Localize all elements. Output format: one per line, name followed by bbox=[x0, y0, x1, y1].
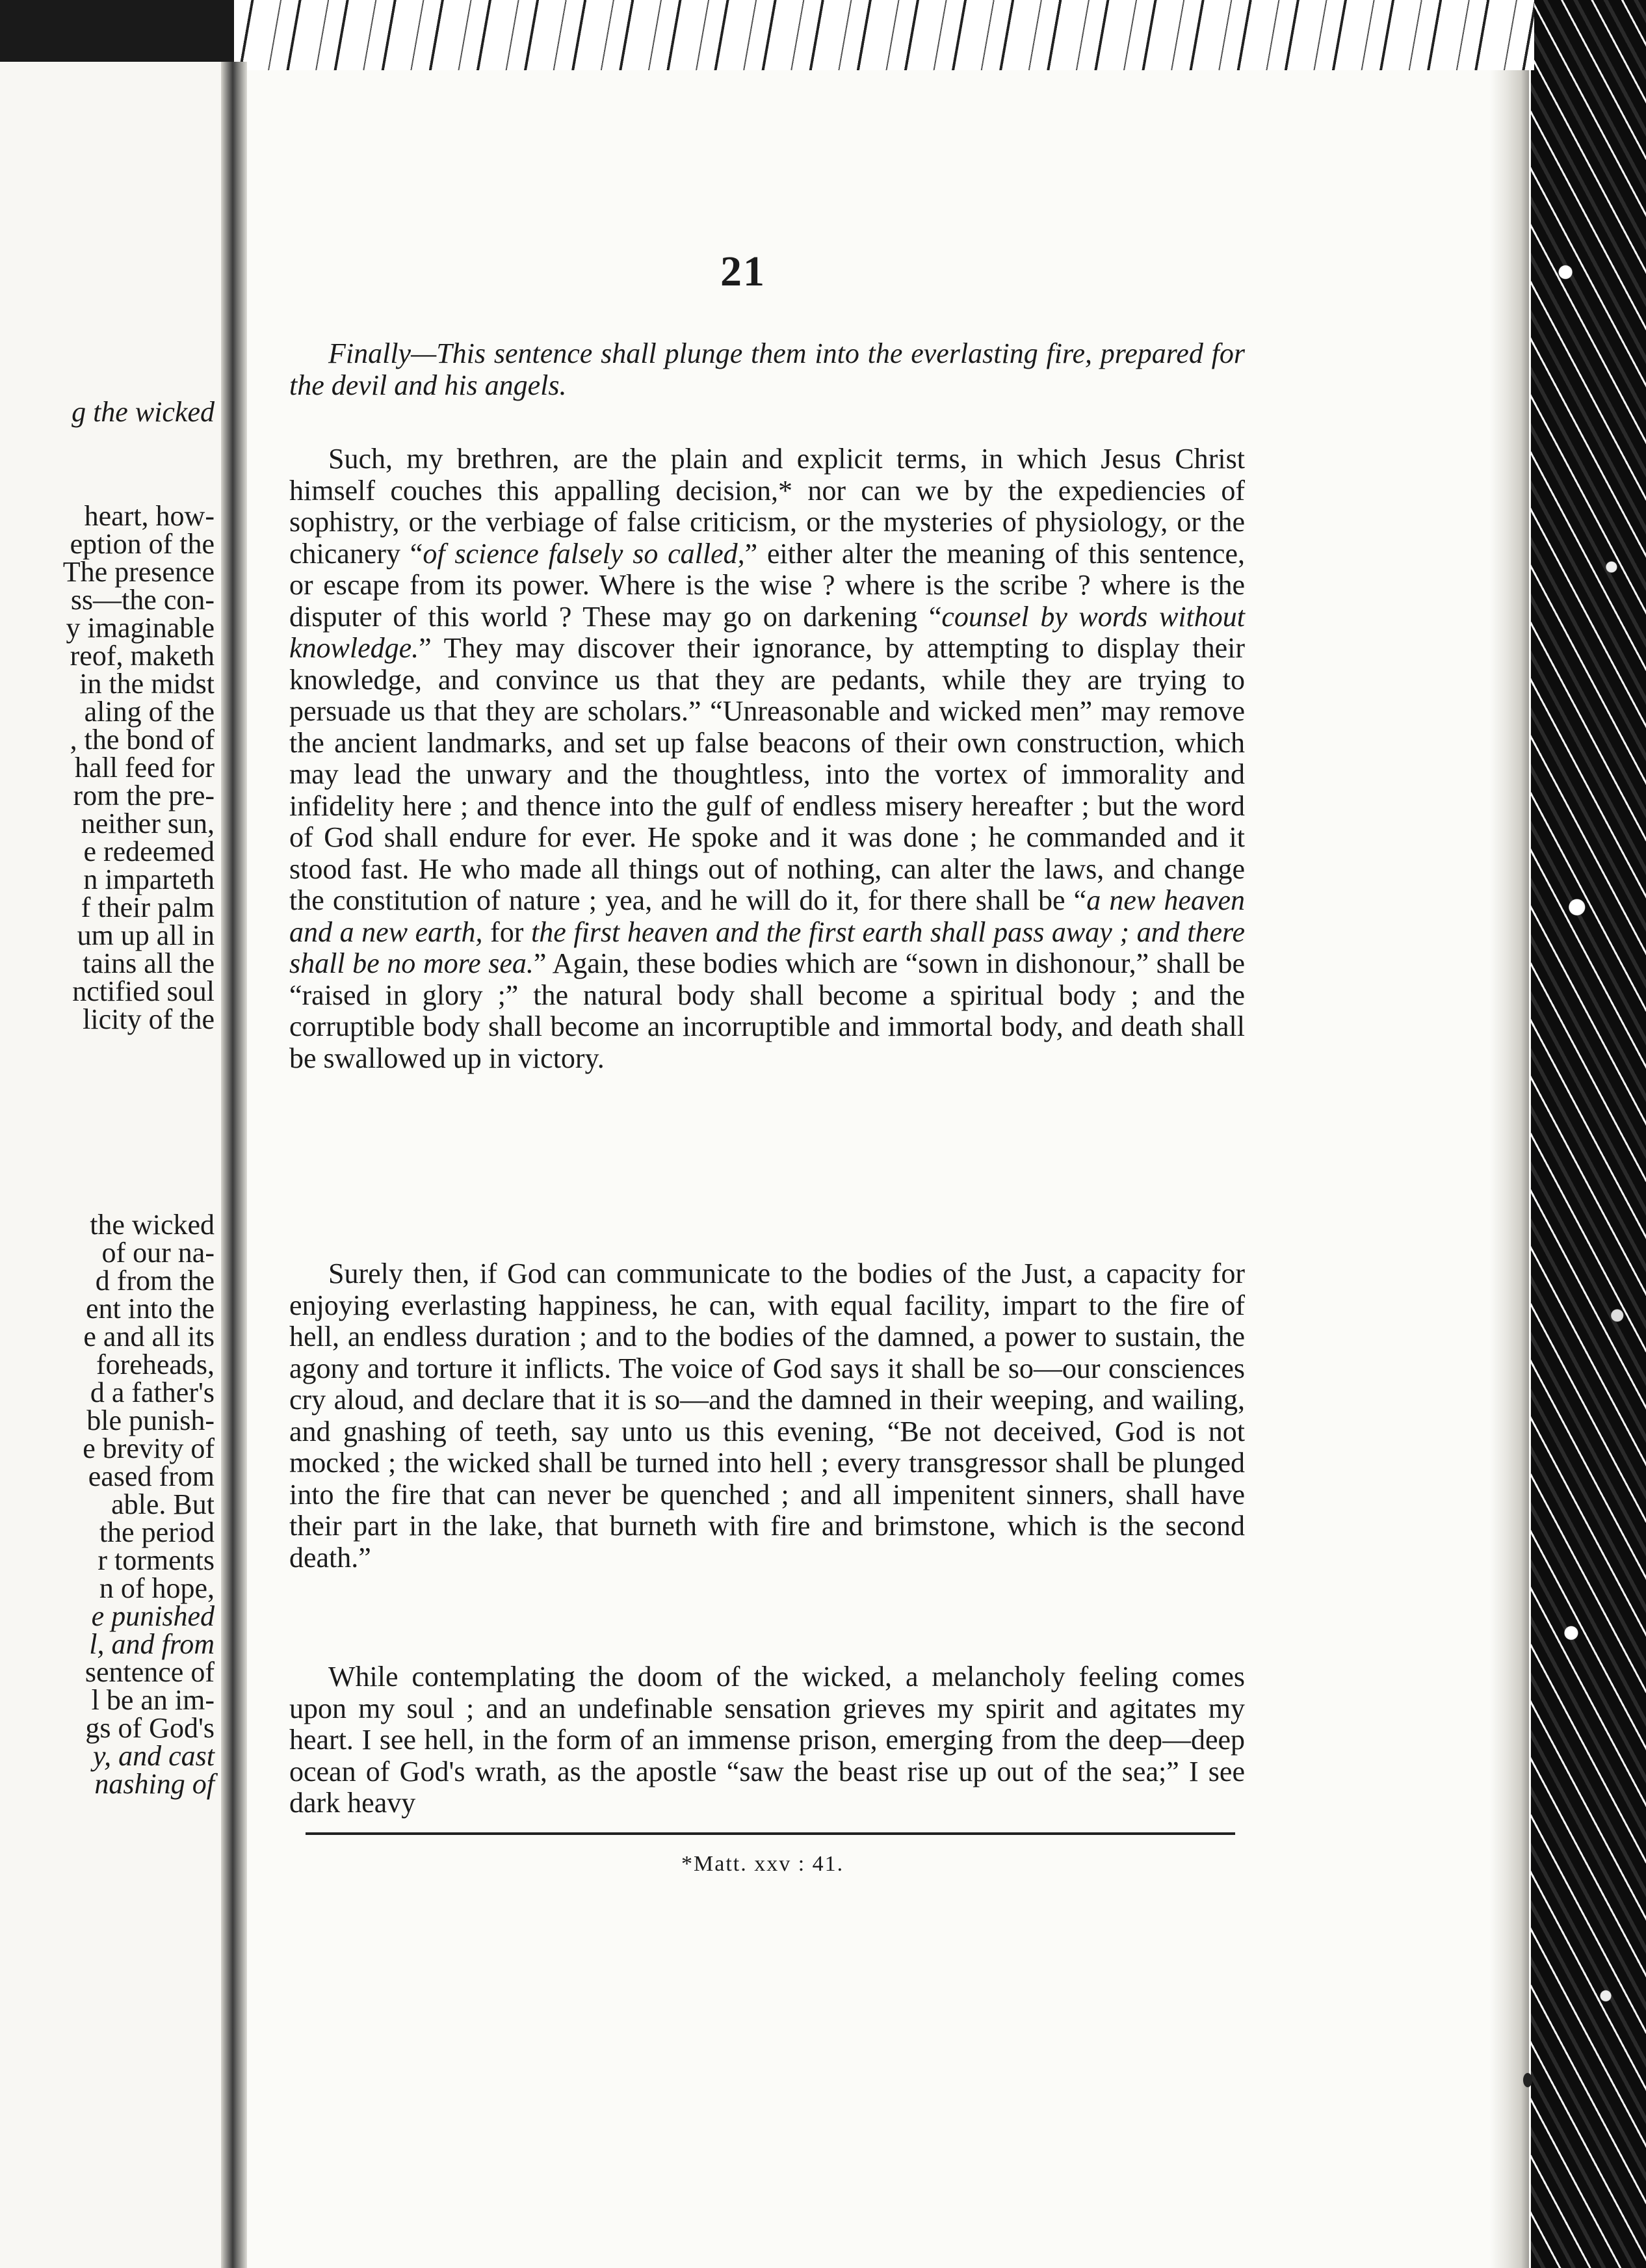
left-page-fragment: eased from bbox=[88, 1460, 215, 1492]
left-page-fragment: n imparteth bbox=[83, 864, 215, 895]
left-page-fragment: e and all its bbox=[83, 1321, 215, 1352]
footnote: *Matt. xxv : 41. bbox=[681, 1852, 844, 1876]
left-page-fragment: e brevity of bbox=[83, 1432, 215, 1464]
text-run: ” They may discover their ignorance, by attempting to display their knowledge, and convince us that they are pedants, while they are trying to persuade us that they are scholars.” “Unreasonable and wicked men” may remove the ancient landmarks, and set up false beacons of their own construction, which may lead the unwary and the thoughtless, into the vortex of immorality and infidelity here ; and thence into the gulf of endless misery hereafter ; but the word of God shall endure for ever. He spoke and it was done ; he commanded and it stood fast. He who made all things out of nothing, can alter the laws, and change the constitution of nature ; yea, and he will do it, for there shall be “ bbox=[289, 632, 1245, 916]
paragraph-surely bbox=[289, 1258, 1245, 1574]
footnote-rule bbox=[306, 1832, 1235, 1835]
text-run: ” Again, these bodies which are “sown in dishonour,” shall be “raised in glory ;” the natural body shall become a spiritual body ; and the corruptible body shall become an incorruptible and immortal body, and death shall be swallowed up in victory. bbox=[289, 947, 1245, 1074]
left-page-fragment: the period bbox=[99, 1516, 215, 1548]
left-page-fragment: licity of the bbox=[83, 1003, 215, 1035]
left-page-fragment: ent into the bbox=[86, 1293, 215, 1325]
book-gutter bbox=[221, 62, 247, 2268]
left-page-fragment: , the bond of bbox=[70, 724, 215, 756]
left-page-fragment: the wicked bbox=[90, 1209, 215, 1241]
left-page-fragment: The presence bbox=[62, 556, 215, 588]
left-page-fragment: ss—the con- bbox=[70, 584, 215, 616]
marbled-endpaper bbox=[1531, 0, 1646, 2268]
left-page-fragment: f their palm bbox=[81, 891, 215, 923]
left-page-fragment: um up all in bbox=[77, 919, 215, 951]
left-page-fragment: g the wicked bbox=[72, 396, 215, 428]
text-run: Such, my brethren, are the plain and explicit terms, in which Jesus Christ himself couches this appalling decision,* nor can we by the expediencies of sophistry, or the verbiage of false criticism, or the mysteries of physiology, or the chicanery “ bbox=[289, 443, 1245, 570]
ink-spot bbox=[1523, 2073, 1532, 2087]
left-page-fragment: l be an im- bbox=[91, 1684, 215, 1716]
paragraph-while bbox=[289, 1661, 1245, 1819]
left-page-fragment: foreheads, bbox=[96, 1349, 215, 1380]
italic-run: the first heaven and the first earth shall pass away ; and there shall be no more sea. bbox=[289, 916, 1245, 979]
left-page-fragment: nashing of bbox=[94, 1768, 215, 1800]
left-page-fragment: y, and cast bbox=[93, 1740, 215, 1772]
left-page-fragment: l, and from bbox=[89, 1628, 215, 1660]
left-page-fragment: reof, maketh bbox=[70, 640, 215, 672]
italic-run: of science falsely so called, bbox=[423, 537, 745, 570]
left-page-fragment: sentence of bbox=[85, 1656, 215, 1688]
left-page-fragment: ble punish- bbox=[86, 1404, 215, 1436]
paragraph-finally-text: Finally—This sentence shall plunge them into the everlasting fire, prepared for the devil and his angels. bbox=[289, 337, 1245, 401]
left-page-fragment: hall feed for bbox=[75, 752, 215, 784]
paragraph-while-text: While contemplating the doom of the wicked, a melancholy feeling comes upon my soul ; and an undefinable sensation grieves my spirit and agitates my heart. I see hell, in the form of an immense prison, emerging from the deep—deep ocean of God's wrath, as the apostle “saw the beast rise up out of the sea;” I see dark heavy bbox=[289, 1661, 1245, 1819]
paragraph-surely-text: Surely then, if God can communicate to the bodies of the Just, a capacity for enjoying everlasting happiness, he can, with equal facility, impart to the fire of hell, an endless duration ; and to the bodies of the damned, a power to sustain, the agony and torture it inflicts. The voice of God says it shall be so—our consciences cry aloud, and declare that it is so—and the damned in their weeping, and wailing, and gnashing of teeth, say unto us this evening, “Be not deceived, God is not mocked ; the wicked shall be turned into hell ; every transgressor shall be plunged into the fire that can never be quenched ; and all impenitent sinners, shall have their part in the lake, that burneth with fire and brimstone, which is the second death.” bbox=[289, 1258, 1245, 1574]
left-page-fragment: rom the pre- bbox=[73, 780, 215, 811]
left-page-fragment: r torments bbox=[98, 1544, 215, 1576]
left-page-fragment: heart, how- bbox=[84, 500, 215, 532]
left-page-fragment: e punished bbox=[91, 1600, 215, 1632]
left-page-fragment: d from the bbox=[95, 1265, 215, 1297]
left-page-fragment: in the midst bbox=[79, 668, 215, 700]
page-edge-shadow bbox=[1490, 70, 1529, 2268]
left-page-fragment: e redeemed bbox=[83, 836, 215, 867]
left-page-fragment: of our na- bbox=[101, 1237, 215, 1269]
page-number: 21 bbox=[720, 248, 766, 295]
paragraph-finally bbox=[289, 338, 1245, 401]
left-page-fragment: n of hope, bbox=[99, 1572, 215, 1604]
text-run: for bbox=[482, 916, 532, 948]
italic-run: a new heaven and a new earth, bbox=[289, 884, 1245, 948]
italic-run: counsel by words without knowledge. bbox=[289, 600, 1245, 664]
left-page-fragment: able. But bbox=[111, 1488, 215, 1520]
left-page bbox=[0, 62, 231, 2268]
left-page-fragment: gs of God's bbox=[85, 1712, 215, 1744]
text-run: ” either alter the meaning of this sentence, or escape from its power. Where is the wise ? where is the scribe ? where is the disputer of this world ? These may go on darkening “ bbox=[289, 537, 1245, 633]
marbled-top-strip bbox=[234, 0, 1534, 70]
left-page-fragment: eption of the bbox=[70, 528, 215, 560]
left-page-fragment: d a father's bbox=[90, 1377, 215, 1408]
left-page-fragment: neither sun, bbox=[81, 808, 215, 839]
left-page-fragment: aling of the bbox=[84, 696, 215, 728]
left-page-fragment: nctified soul bbox=[72, 975, 215, 1007]
left-page-fragment: y imaginable bbox=[66, 612, 215, 644]
left-page-fragment: tains all the bbox=[83, 947, 215, 979]
paragraph-such bbox=[289, 443, 1245, 1074]
